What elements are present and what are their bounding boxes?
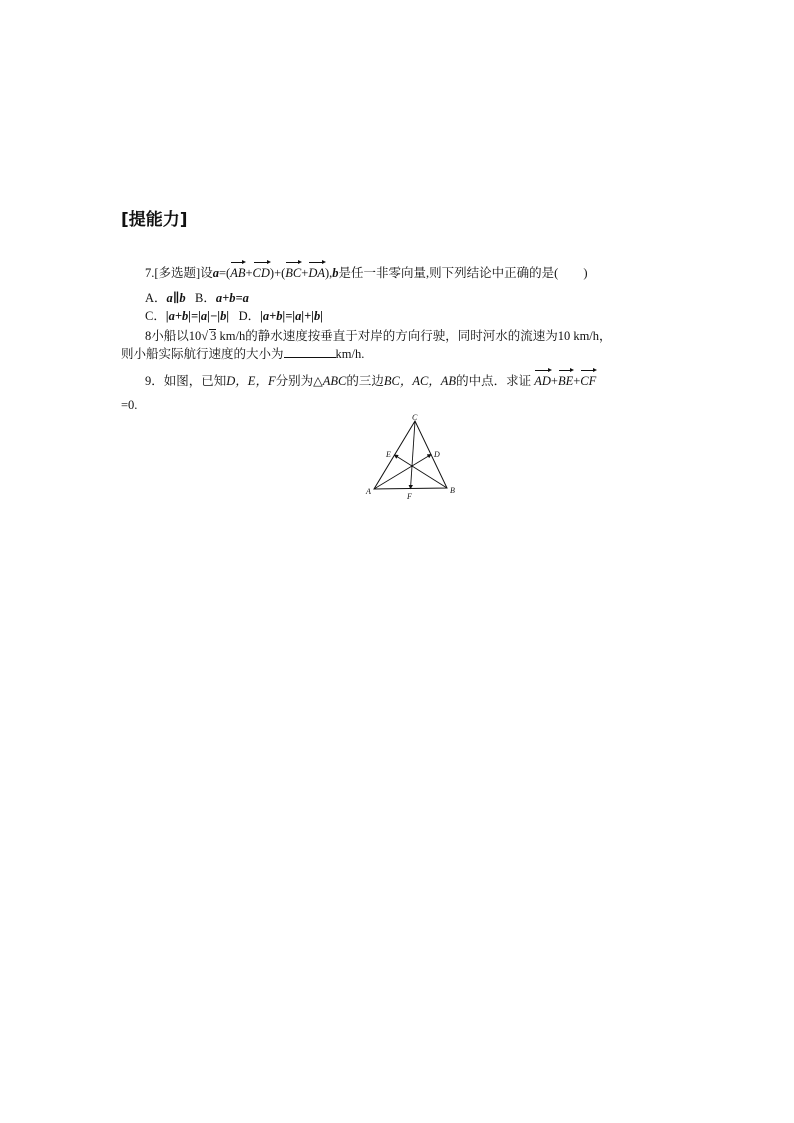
q7-close: ), — [325, 266, 333, 280]
q8-pre: 小船以 — [151, 329, 189, 343]
vector-da: DA — [308, 266, 325, 280]
vector-be: BE — [557, 374, 574, 388]
q8-number: 8 — [145, 329, 152, 343]
sqrt-symbol: √ — [201, 329, 209, 343]
option-c-text[interactable]: |a+b|=|a|−|b| — [165, 309, 230, 323]
q8-unit: km/h. — [335, 347, 365, 361]
q9-text: 如图，已知 — [163, 374, 227, 388]
q7-mid: )+( — [269, 266, 286, 280]
q9-plus-1: + — [550, 374, 558, 388]
q7-eq: =( — [218, 266, 231, 280]
q7-plus-2: + — [301, 266, 309, 280]
option-a-label[interactable]: A． — [145, 291, 167, 305]
q8-coef: 10 — [188, 329, 202, 343]
q7-options-row-1 — [145, 290, 249, 306]
question-7-stem — [145, 265, 588, 281]
q9-triangle: ABC — [322, 374, 347, 388]
option-d-label[interactable]: D． — [238, 309, 261, 323]
option-b-label[interactable]: B． — [195, 291, 216, 305]
vector-ab: AB — [230, 266, 246, 280]
label-b: B — [450, 486, 455, 495]
q7-var-a: a — [212, 266, 219, 280]
option-c-label[interactable]: C． — [145, 309, 166, 323]
vector-bc: BC — [285, 266, 302, 280]
option-d-text[interactable]: |a+b|=|a|+|b| — [260, 309, 323, 323]
q9-plus-2: + — [573, 374, 581, 388]
q9-text4: 的中点．求证 — [456, 374, 532, 388]
label-f: F — [407, 492, 412, 501]
q7-plus: + — [245, 266, 253, 280]
label-e: E — [386, 450, 391, 459]
vector-ad: AD — [534, 374, 551, 388]
median-cf — [411, 421, 416, 489]
q9-text3: 的三边 — [346, 374, 384, 388]
label-a: A — [366, 487, 371, 496]
label-c: C — [412, 413, 418, 422]
q8-post: km/h的静水速度按垂直于对岸的方向行驶，同时河水的流速为10 km/h， — [216, 329, 612, 343]
q7-text-b: 是任一非零向量,则下列结论中正确的是( ) — [338, 266, 588, 280]
question-8-line-1 — [145, 328, 612, 344]
question-9-line-2 — [121, 397, 137, 413]
q9-end: =0. — [121, 398, 138, 412]
section-title: [提能力] — [121, 210, 188, 230]
vector-cf: CF — [580, 374, 597, 388]
q8-line2: 则小船实际航行速度的大小为 — [121, 347, 284, 361]
q9-text2: 分别为△ — [275, 374, 323, 388]
q7-number: 7. — [145, 266, 155, 280]
q7-options-row-2 — [145, 308, 323, 324]
q7-tag: [多选题] — [154, 266, 201, 280]
q7-var-b: b — [332, 266, 339, 280]
q7-text-a: 设 — [200, 266, 213, 280]
q8-root: 3 — [210, 329, 217, 343]
label-d: D — [434, 450, 440, 459]
question-9-line-1 — [145, 373, 596, 389]
question-8-line-2 — [121, 346, 364, 362]
vector-cd: CD — [252, 266, 270, 280]
q9-number: 9． — [145, 374, 164, 388]
option-a-text[interactable]: a∥b — [166, 291, 186, 305]
answer-blank[interactable] — [284, 346, 336, 358]
q9-points: D，E，F — [226, 374, 276, 388]
option-b-text[interactable]: a+b=a — [215, 291, 249, 305]
q9-sides: BC，AC，AB — [383, 374, 457, 388]
triangle-figure — [360, 410, 465, 502]
